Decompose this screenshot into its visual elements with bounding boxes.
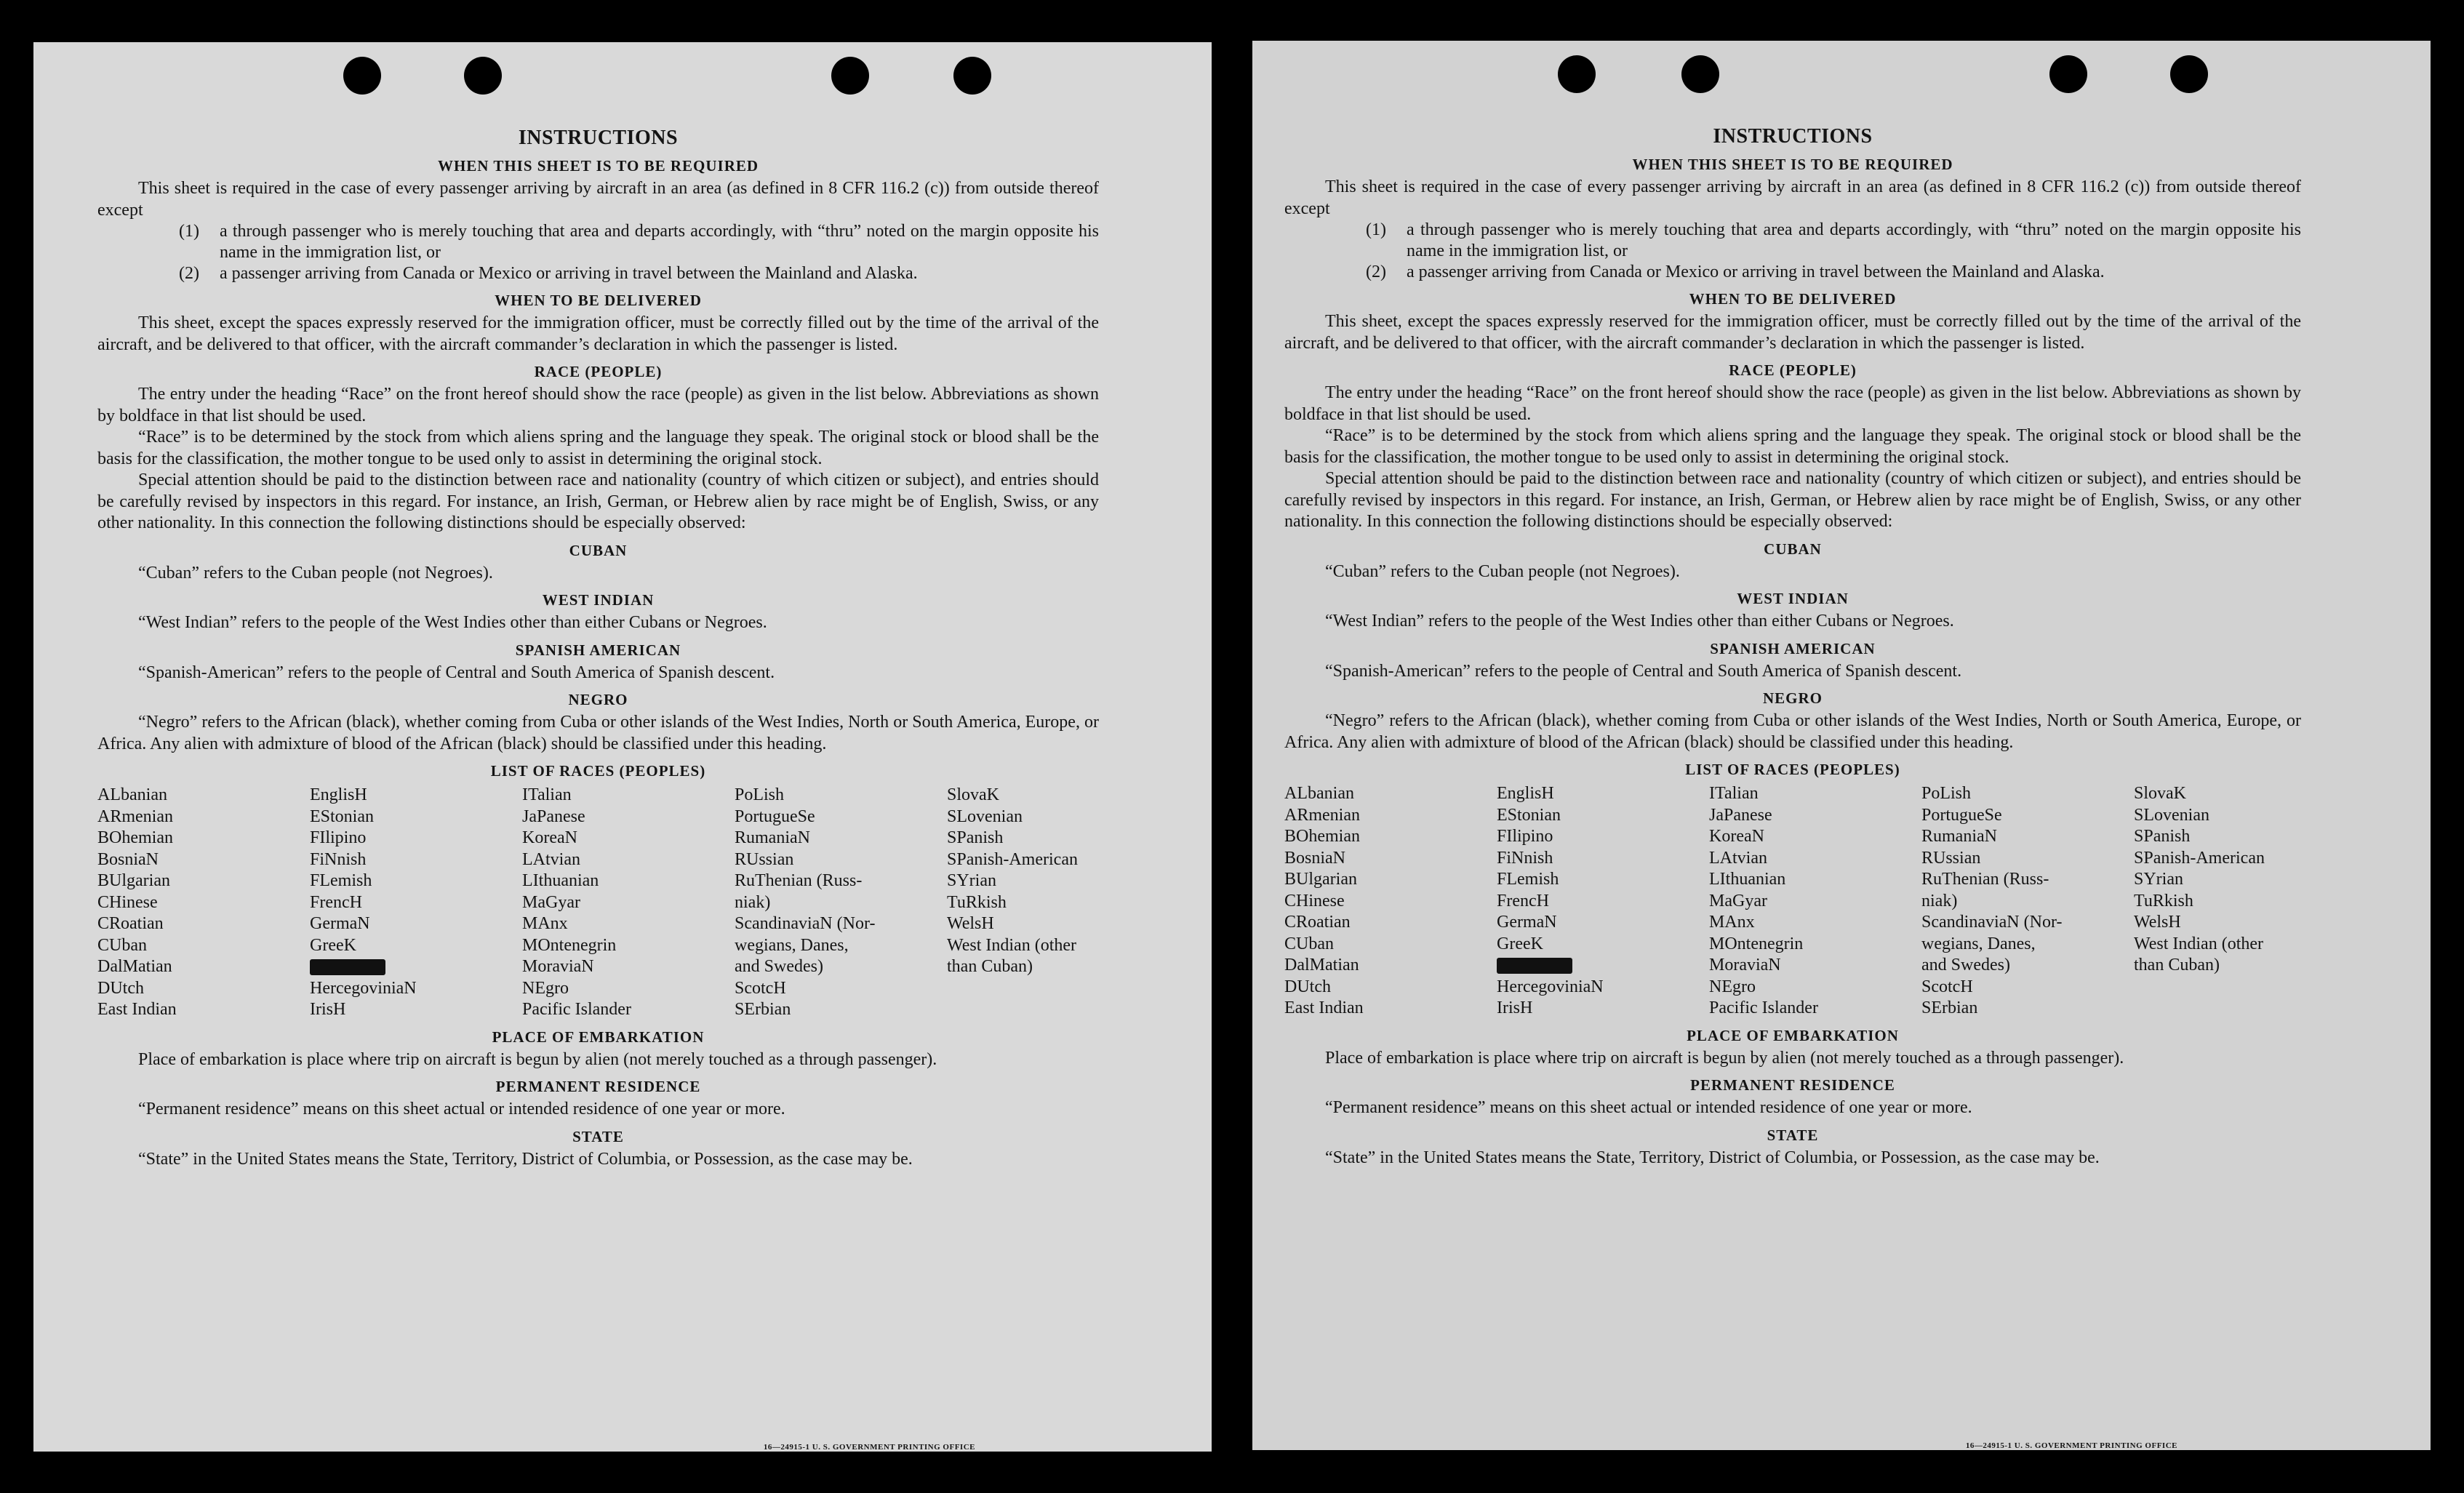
race-item: FrencH bbox=[1497, 891, 1549, 910]
west-indian-title: WEST INDIAN bbox=[542, 591, 655, 609]
race-title: RACE (PEOPLE) bbox=[534, 363, 663, 380]
residence-text: “Permanent residence” means on this sheet actual or intended residence of one year or more. bbox=[1325, 1098, 1972, 1117]
except-text: a through passenger who is merely touching that area and departs accordingly, with “thru” noted on the margin opposite his name in the immigration list, or bbox=[1407, 220, 2301, 260]
except-text: a passenger arriving from Canada or Mexico or arriving in travel between the Mainland and Alaska. bbox=[1407, 263, 2105, 281]
race-item: SLovenian bbox=[947, 806, 1023, 826]
except-num: (2) bbox=[1366, 263, 1386, 281]
race-item: IrisH bbox=[310, 1000, 346, 1019]
race-column bbox=[1497, 783, 1709, 1020]
when-delivered-title: WHEN TO BE DELIVERED bbox=[495, 292, 702, 309]
race-item: CRoatian bbox=[1284, 913, 1351, 932]
cuban-title: CUBAN bbox=[569, 541, 628, 559]
race-column bbox=[2134, 783, 2316, 1020]
when-required-text: This sheet is required in the case of every passenger arriving by aircraft in an area (as defined in 8 CFR 116.2 (c)) from outside thereof except bbox=[1284, 177, 2301, 218]
race-item: BUlgarian bbox=[97, 871, 170, 890]
negro-title: NEGRO bbox=[1762, 689, 1823, 707]
race-list bbox=[1284, 783, 2301, 1020]
race-item: RumaniaN bbox=[1921, 827, 1997, 846]
race-item: FLemish bbox=[1497, 870, 1559, 889]
state-title: STATE bbox=[572, 1127, 624, 1145]
punch-hole bbox=[831, 57, 869, 95]
when-delivered-title: WHEN TO BE DELIVERED bbox=[1689, 290, 1897, 308]
race-item: ITalian bbox=[1709, 784, 1759, 803]
race-item: West Indian (other than Cuban) bbox=[947, 935, 1077, 976]
race-item: SLovenian bbox=[2134, 805, 2209, 825]
race-item: ARmenian bbox=[97, 806, 173, 826]
except-item bbox=[1284, 220, 2301, 262]
race-item: West Indian (other than Cuban) bbox=[2134, 934, 2264, 974]
race-item: TuRkish bbox=[2134, 891, 2193, 910]
race-item: WelsH bbox=[2134, 913, 2181, 932]
race-column bbox=[310, 785, 522, 1021]
race-item: FiNnish bbox=[1497, 848, 1553, 868]
punch-hole bbox=[343, 57, 381, 95]
punch-hole bbox=[2049, 55, 2087, 93]
punch-hole bbox=[1558, 55, 1596, 93]
race-item: SlovaK bbox=[2134, 784, 2186, 803]
race-item: EnglisH bbox=[1497, 784, 1554, 803]
punch-hole bbox=[953, 57, 991, 95]
race-item: RuThenian (Russ- niak) bbox=[1921, 870, 2049, 910]
race-text: The entry under the heading “Race” on the front hereof should show the race (people) as given in the list below. Abbreviations as shown by boldface in that list should be used. bbox=[97, 385, 1099, 425]
when-required-title: WHEN THIS SHEET IS TO BE REQUIRED bbox=[437, 157, 759, 175]
race-item: SErbian bbox=[735, 1000, 791, 1019]
state-text: “State” in the United States means the State, Territory, District of Columbia, or Possession, as the case may be. bbox=[1325, 1148, 2100, 1167]
race-item: SPanish bbox=[2134, 827, 2191, 846]
race-item: DUtch bbox=[1284, 977, 1331, 996]
race-item: LIthuanian bbox=[1709, 870, 1786, 889]
race-column bbox=[522, 785, 735, 1021]
race-item: MoraviaN bbox=[1709, 956, 1781, 974]
race-item: CRoatian bbox=[97, 914, 164, 933]
race-item: NEgro bbox=[522, 978, 569, 998]
race-item: MOntenegrin bbox=[1709, 934, 1804, 953]
list-title: LIST OF RACES (PEOPLES) bbox=[490, 762, 706, 780]
west-indian-text: “West Indian” refers to the people of the West Indies other than either Cubans or Negroes. bbox=[1325, 612, 1954, 631]
race-item: RUssian bbox=[735, 849, 794, 869]
punch-hole bbox=[2170, 55, 2208, 93]
race-item: BOhemian bbox=[1284, 827, 1360, 846]
race-item: DUtch bbox=[97, 978, 144, 998]
race-item: SPanish bbox=[947, 828, 1004, 847]
printing-office-footer: 16—24915-1 U. S. GOVERNMENT PRINTING OFFICE bbox=[1965, 1441, 2177, 1450]
race-item: GermaN bbox=[310, 914, 370, 933]
race-item: GermaN bbox=[1497, 913, 1557, 932]
embarkation-text: Place of embarkation is place where trip on aircraft is begun by alien (not merely touched as a through passenger). bbox=[138, 1049, 937, 1069]
race-text: “Race” is to be determined by the stock from which aliens spring and the language they speak. The original stock or blood shall be the basis for the classification, the mother tongue to be used only to assist in determining the original stock. bbox=[1284, 426, 2301, 467]
race-item: PortugueSe bbox=[735, 806, 815, 826]
race-item: TuRkish bbox=[947, 892, 1007, 912]
except-num: (1) bbox=[179, 222, 199, 241]
race-text: Special attention should be paid to the distinction between race and nationality (country of which citizen or subject), and entries should be carefully revised by inspectors in this regard. For instance, an Irish, German, or Hebrew alien by race might be of English, Swiss, or any other nationality. In this connection the following distinctions should be especially observed: bbox=[97, 471, 1099, 532]
race-item: FLemish bbox=[310, 871, 372, 890]
race-item: HercegoviniaN bbox=[1497, 977, 1604, 996]
except-text: a through passenger who is merely touching that area and departs accordingly, with “thru” noted on the margin opposite his name in the immigration list, or bbox=[220, 222, 1099, 262]
spanish-american-text: “Spanish-American” refers to the people of Central and South America of Spanish descent. bbox=[138, 663, 775, 682]
race-item: Pacific Islander bbox=[1709, 998, 1818, 1017]
race-item: ScotcH bbox=[1921, 977, 1973, 996]
race-item: MOntenegrin bbox=[522, 935, 617, 955]
race-item: PoLish bbox=[735, 785, 785, 804]
state-title: STATE bbox=[1767, 1126, 1819, 1144]
state-text: “State” in the United States means the State, Territory, District of Columbia, or Possession, as the case may be. bbox=[138, 1149, 913, 1169]
cuban-text: “Cuban” refers to the Cuban people (not Negroes). bbox=[1325, 561, 1680, 581]
race-text: The entry under the heading “Race” on the front hereof should show the race (people) as given in the list below. Abbreviations as shown by boldface in that list should be used. bbox=[1284, 383, 2301, 424]
race-item: HercegoviniaN bbox=[310, 978, 417, 998]
west-indian-text: “West Indian” refers to the people of the West Indies other than either Cubans or Negroes. bbox=[138, 613, 767, 632]
except-num: (2) bbox=[179, 264, 199, 283]
race-item: NEgro bbox=[1709, 977, 1756, 996]
race-item: MoraviaN bbox=[522, 957, 594, 976]
race-item: DalMatian bbox=[97, 957, 172, 976]
race-item: GreeK bbox=[1497, 934, 1543, 953]
race-column bbox=[1284, 783, 1497, 1020]
redaction-mark bbox=[1497, 958, 1572, 974]
race-item: ScandinaviaN (Nor- wegians, Danes, and Swedes) bbox=[1921, 913, 2063, 974]
residence-title: PERMANENT RESIDENCE bbox=[495, 1078, 701, 1095]
race-item: SErbian bbox=[1921, 998, 1978, 1017]
race-item: East Indian bbox=[97, 1000, 177, 1019]
race-item: ScandinaviaN (Nor- wegians, Danes, and Swedes) bbox=[735, 914, 876, 976]
except-text: a passenger arriving from Canada or Mexico or arriving in travel between the Mainland and Alaska. bbox=[220, 264, 918, 283]
negro-title: NEGRO bbox=[568, 691, 628, 708]
when-required-text bbox=[97, 178, 1099, 221]
race-item: SYrian bbox=[2134, 870, 2183, 889]
redacted-entry bbox=[310, 956, 522, 978]
cuban-title: CUBAN bbox=[1764, 540, 1822, 558]
race-item: SPanish-American bbox=[947, 849, 1078, 869]
race-item: BosniaN bbox=[97, 849, 159, 869]
instructions-title: INSTRUCTIONS bbox=[518, 127, 679, 149]
list-title: LIST OF RACES (PEOPLES) bbox=[1685, 761, 1900, 778]
race-item: LAtvian bbox=[1709, 848, 1767, 868]
instructions-title: INSTRUCTIONS bbox=[1713, 125, 1873, 148]
race-item: LIthuanian bbox=[522, 871, 599, 890]
race-item: FiNnish bbox=[310, 849, 367, 869]
race-item: FIlipino bbox=[310, 828, 367, 847]
except-num: (1) bbox=[1366, 220, 1386, 239]
race-title: RACE (PEOPLE) bbox=[1729, 361, 1857, 379]
race-item: CUban bbox=[1284, 934, 1334, 953]
race-item: EnglisH bbox=[310, 785, 367, 804]
race-column bbox=[735, 785, 947, 1021]
race-item: WelsH bbox=[947, 914, 994, 933]
except-item bbox=[97, 221, 1099, 263]
race-item: JaPanese bbox=[522, 806, 585, 826]
redacted-entry bbox=[1497, 955, 1709, 977]
spanish-american-text: “Spanish-American” refers to the people of Central and South America of Spanish descent. bbox=[1325, 661, 1962, 681]
race-item: BUlgarian bbox=[1284, 870, 1357, 889]
race-item: MaGyar bbox=[1709, 891, 1767, 910]
redaction-mark bbox=[310, 959, 385, 975]
race-item: MaGyar bbox=[522, 892, 580, 912]
race-column bbox=[947, 785, 1129, 1021]
residence-title: PERMANENT RESIDENCE bbox=[1690, 1076, 1895, 1094]
race-item: CHinese bbox=[97, 892, 158, 912]
negro-text: “Negro” refers to the African (black), whether coming from Cuba or other islands of the West Indies, North or South America, Europe, or Africa. Any alien with admixture of blood of the African (black) should be classified under this heading. bbox=[1284, 711, 2301, 752]
cuban-text: “Cuban” refers to the Cuban people (not Negroes). bbox=[138, 563, 493, 583]
document-page-left bbox=[33, 42, 1212, 1452]
race-item: BOhemian bbox=[97, 828, 173, 847]
race-item: PortugueSe bbox=[1921, 805, 2002, 825]
race-item: EStonian bbox=[1497, 805, 1561, 825]
negro-text: “Negro” refers to the African (black), whether coming from Cuba or other islands of the West Indies, North or South America, Europe, or Africa. Any alien with admixture of blood of the African (black) should be classified under this heading. bbox=[97, 713, 1099, 753]
race-item: SPanish-American bbox=[2134, 848, 2265, 868]
west-indian-title: WEST INDIAN bbox=[1737, 590, 1849, 607]
race-item: BosniaN bbox=[1284, 848, 1345, 868]
when-required-title: WHEN THIS SHEET IS TO BE REQUIRED bbox=[1632, 156, 1953, 173]
race-item: JaPanese bbox=[1709, 805, 1772, 825]
embarkation-title: PLACE OF EMBARKATION bbox=[492, 1028, 705, 1046]
spanish-american-title: SPANISH AMERICAN bbox=[515, 641, 681, 659]
race-item: MAnx bbox=[1709, 913, 1755, 932]
residence-text: “Permanent residence” means on this sheet actual or intended residence of one year or more. bbox=[138, 1100, 785, 1118]
race-item: CUban bbox=[97, 935, 147, 955]
except-item bbox=[97, 263, 1099, 284]
except-item bbox=[1284, 262, 2301, 283]
race-item: CHinese bbox=[1284, 891, 1345, 910]
race-list bbox=[97, 785, 1099, 1021]
race-item: ARmenian bbox=[1284, 805, 1360, 825]
race-item: RumaniaN bbox=[735, 828, 810, 847]
race-column bbox=[97, 785, 310, 1021]
race-text: Special attention should be paid to the distinction between race and nationality (country of which citizen or subject), and entries should be carefully revised by inspectors in this regard. For instance, an Irish, German, or Hebrew alien by race might be of English, Swiss, or any other nationality. In this connection the following distinctions should be especially observed: bbox=[1284, 469, 2301, 531]
printing-office-footer: 16—24915-1 U. S. GOVERNMENT PRINTING OFFICE bbox=[763, 1443, 975, 1452]
race-item: SYrian bbox=[947, 871, 996, 890]
when-required-body: This sheet is required in the case of every passenger arriving by aircraft in an area (as defined in 8 CFR 116.2 (c)) from outside thereof except bbox=[97, 179, 1099, 220]
when-delivered-text: This sheet, except the spaces expressly reserved for the immigration officer, must be correctly filled out by the time of the arrival of the aircraft, and be delivered to that officer, with the aircraft commander’s declaration in which the passenger is listed. bbox=[97, 313, 1099, 354]
race-item: ITalian bbox=[522, 785, 572, 804]
race-item: KoreaN bbox=[522, 828, 577, 847]
race-item: SlovaK bbox=[947, 785, 999, 804]
race-item: DalMatian bbox=[1284, 956, 1359, 974]
punch-hole bbox=[464, 57, 502, 95]
race-item: GreeK bbox=[310, 935, 356, 955]
race-item: KoreaN bbox=[1709, 827, 1764, 846]
race-item: MAnx bbox=[522, 914, 568, 933]
race-item: ALbanian bbox=[1284, 784, 1354, 803]
race-item: Pacific Islander bbox=[522, 1000, 631, 1019]
document-page-right bbox=[1252, 41, 2431, 1450]
spanish-american-title: SPANISH AMERICAN bbox=[1710, 639, 1876, 657]
when-delivered-text: This sheet, except the spaces expressly reserved for the immigration officer, must be correctly filled out by the time of the arrival of the aircraft, and be delivered to that officer, with the aircraft commander’s declaration in which the passenger is listed. bbox=[1284, 312, 2301, 353]
punch-hole bbox=[1681, 55, 1719, 93]
race-item: ScotcH bbox=[735, 978, 786, 998]
race-column bbox=[1921, 783, 2134, 1020]
race-item: RUssian bbox=[1921, 848, 1981, 868]
embarkation-text: Place of embarkation is place where trip on aircraft is begun by alien (not merely touched as a through passenger). bbox=[1325, 1048, 2124, 1068]
race-item: East Indian bbox=[1284, 998, 1364, 1017]
race-item: FIlipino bbox=[1497, 827, 1553, 846]
race-item: IrisH bbox=[1497, 998, 1533, 1017]
race-item: EStonian bbox=[310, 806, 374, 826]
race-item: RuThenian (Russ- niak) bbox=[735, 871, 863, 912]
race-column bbox=[1709, 783, 1921, 1020]
race-item: PoLish bbox=[1921, 784, 1972, 803]
race-item: LAtvian bbox=[522, 849, 580, 869]
race-item: ALbanian bbox=[97, 785, 167, 804]
race-text: “Race” is to be determined by the stock from which aliens spring and the language they speak. The original stock or blood shall be the basis for the classification, the mother tongue to be used only to assist in determining the original stock. bbox=[97, 428, 1099, 468]
embarkation-title: PLACE OF EMBARKATION bbox=[1687, 1026, 1899, 1044]
race-item: FrencH bbox=[310, 892, 362, 912]
